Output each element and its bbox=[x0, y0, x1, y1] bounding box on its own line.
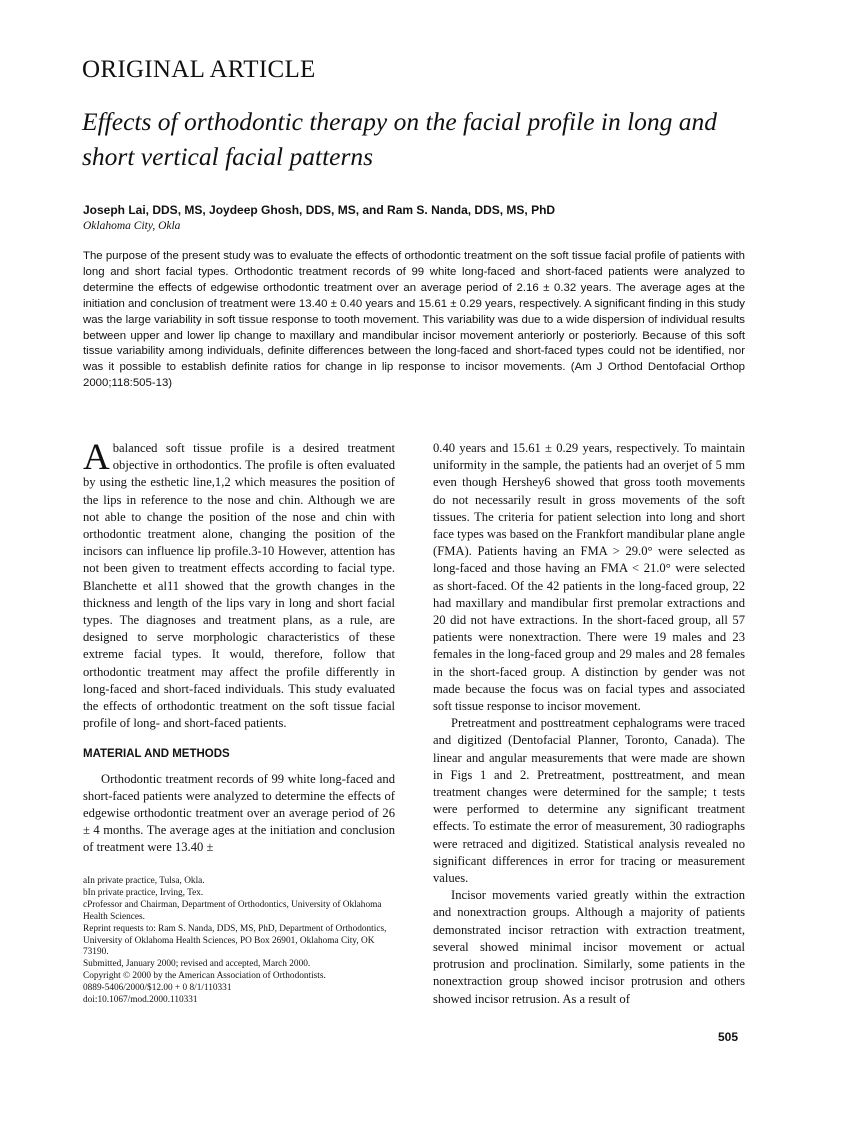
footnote: cProfessor and Chairman, Department of Orthodontics, University of Oklahoma Health Sciences. bbox=[83, 899, 382, 922]
body-paragraph: Incisor movements varied greatly within the extraction and nonextraction groups. Although a majority of patients demonstrated incisor retraction with extraction treatment, several showed minimal incisor movement or actual protrusion and proclination. Similarly, some patients in the nonextraction group showed incisor protrusion and others showed incisor retrusion. As a result of bbox=[433, 888, 745, 1006]
intro-paragraph bbox=[83, 437, 395, 732]
page-number: 505 bbox=[718, 1030, 739, 1044]
footnote: Submitted, January 2000; revised and accepted, March 2000. bbox=[83, 959, 311, 970]
body-paragraph: Pretreatment and posttreatment cephalograms were traced and digitized (Dentofacial Planner, Toronto, Canada). The linear and angular measurements that were made are shown in Figs 1 and 2. Pretreatment, posttreatment, and mean treatment changes were determined for the sample; t tests were performed to determine any significant treatment effects. To estimate the error of measurement, 30 radiographs were retraced and digitized. Statistical analysis revealed no significant differences in error for tracing or measurement values. bbox=[433, 716, 745, 886]
footnote: 0889-5406/2000/$12.00 + 0 8/1/110331 bbox=[83, 983, 232, 994]
footnote: aIn private practice, Tulsa, Okla. bbox=[83, 876, 205, 886]
footnote: Copyright © 2000 by the American Association of Orthodontists. bbox=[83, 971, 326, 982]
footnotes bbox=[83, 876, 398, 1007]
body-paragraph: Orthodontic treatment records of 99 white long-faced and short-faced patients were analyzed to determine the effects of edgewise orthodontic treatment over an average period of 26 ± 4 months. The average ages at the initiation and conclusion of treatment were 13.40 ± bbox=[83, 771, 395, 855]
footnote: doi:10.1067/mod.2000.110331 bbox=[83, 995, 198, 1006]
section-heading: MATERIAL AND METHODS bbox=[83, 748, 230, 761]
author-list: Joseph Lai, DDS, MS, Joydeep Ghosh, DDS, MS, and Ram S. Nanda, DDS, MS, PhD bbox=[83, 203, 556, 217]
right-column bbox=[433, 440, 745, 1008]
affiliation: Oklahoma City, Okla bbox=[83, 220, 181, 232]
body-paragraph: 0.40 years and 15.61 ± 0.29 years, respectively. To maintain uniformity in the sample, the patients had an overjet of 5 mm even though Hershey6 showed that gross tooth movements do not necessarily result in gross movements of the soft tissues. The criteria for patient selection into long and short face types was based on the Frankfort mandibular plane angle (FMA). Patients having an FMA > 29.0° were selected as long-faced and those having an FMA < 21.0° were selected as short-faced. Of the 42 patients in the long-faced group, 22 had maxillary and mandibular first premolar extractions and 20 did not have extractions. In the short-faced group, all 57 patients were nonextraction. There were 19 males and 23 females in the long-faced group and 29 males and 28 females in the short-faced group. A distinction by gender was not made because the focus was on facial types and associated soft tissue response to incisor movement. bbox=[433, 441, 745, 714]
article-title: Effects of orthodontic therapy on the facial profile in long and short vertical facial patterns bbox=[82, 107, 718, 171]
abstract: The purpose of the present study was to evaluate the effects of orthodontic treatment on the soft tissue facial profile of patients with long and short facial types. Orthodontic treatment records of 99 white long-faced and short-faced patients were analyzed to determine the effects of edgewise orthodontic treatment over an average period of 2.16 ± 0.32 years. The average ages at the initiation and conclusion of treatment were 13.40 ± 0.40 years and 15.61 ± 0.29 years, respectively. A significant finding in this study was the large variability in soft tissue response to tooth movement. This variability was due to a wide dispersion of individual results between upper and lower lip change to maxillary and mandibular incisor movement anteriorly or posteriorly. Because of this soft tissue variability among individuals, definite differences between the long-faced and short-faced types could not be identified, nor was it possible to establish definite ratios for change in lip response to incisor movements. (Am J Orthod Dentofacial Orthop 2000;118:505-13) bbox=[83, 250, 745, 390]
section-label: ORIGINAL ARTICLE bbox=[82, 56, 316, 83]
left-column bbox=[83, 437, 395, 857]
footnote: bIn private practice, Irving, Tex. bbox=[83, 887, 204, 898]
intro-text: balanced soft tissue profile is a desired treatment objective in orthodontics. The profile is often evaluated by using the esthetic line,1,2 which measures the position of the lips in reference to the nose and chin. Although we are not able to change the position of the nose and chin with orthodontic treatment alone, changing the position of the incisors can influence lip profile.3-10 However, attention has not been given to treatment effects according to facial type. Blanchette et al11 showed that the growth changes in the thickness and length of the lips vary in long and short facial types. The diagnoses and treatment plans, as a rule, are designed to serve morphologic characteristics of these extreme facial types. It would, therefore, follow that orthodontic treatment may affect the profile differently in long-faced and short-faced individuals. This study evaluated the effects of orthodontic treatment on the soft tissue facial profile of long- and short-faced patients. bbox=[83, 441, 395, 731]
footnote: Reprint requests to: Ram S. Nanda, DDS, MS, PhD, Department of Orthodontics, University of Oklahoma Health Sciences, PO Box 26901, Oklahoma City, OK 73190. bbox=[83, 923, 387, 958]
drop-cap: A bbox=[83, 437, 110, 478]
